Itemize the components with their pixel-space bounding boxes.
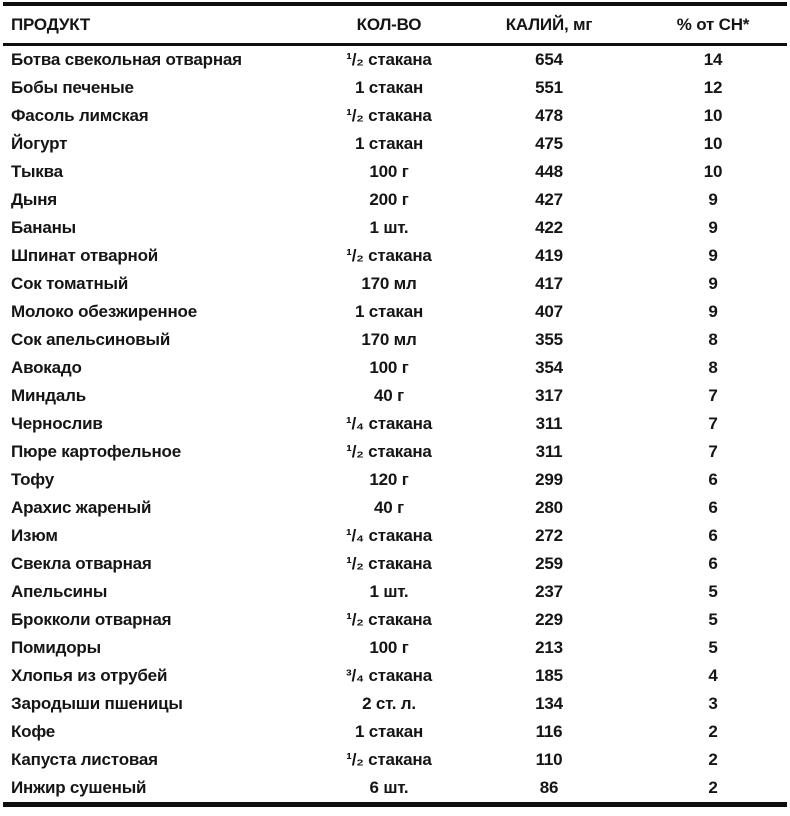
quantity-cell: ¹/₂ стакана [346, 442, 432, 461]
quantity-cell: ¹/₄ стакана [346, 414, 432, 433]
product-cell: Чернослив [11, 414, 103, 433]
table-row [3, 718, 787, 746]
table-header [3, 4, 787, 45]
percent-cell: 6 [708, 554, 718, 573]
percent-cell: 9 [708, 190, 718, 209]
quantity-cell: 170 мл [361, 330, 417, 349]
potassium-cell: 551 [535, 78, 563, 97]
potassium-cell: 259 [535, 554, 563, 573]
product-cell: Свекла отварная [11, 554, 152, 573]
quantity-cell: ³/₄ стакана [346, 666, 432, 685]
quantity-cell: ¹/₂ стакана [346, 610, 432, 629]
product-cell: Йогурт [11, 134, 68, 153]
potassium-cell: 229 [535, 610, 563, 629]
percent-cell: 9 [708, 246, 718, 265]
potassium-cell: 427 [535, 190, 563, 209]
potassium-cell: 448 [535, 162, 563, 181]
product-cell: Зародыши пшеницы [11, 694, 183, 713]
table-row [3, 774, 787, 805]
potassium-cell: 110 [535, 750, 563, 769]
product-cell: Пюре картофельное [11, 442, 181, 461]
product-cell: Бобы печеные [11, 78, 134, 97]
table-row [3, 326, 787, 354]
quantity-cell: 1 стакан [354, 78, 424, 97]
quantity-cell: 1 стакан [354, 134, 424, 153]
table-row [3, 578, 787, 606]
table-row [3, 130, 787, 158]
quantity-cell: 1 стакан [354, 722, 424, 741]
quantity-cell: ¹/₂ стакана [346, 554, 432, 573]
quantity-cell: 1 стакан [354, 302, 424, 321]
table-row [3, 382, 787, 410]
quantity-cell: ¹/₂ стакана [346, 246, 432, 265]
quantity-cell: 100 г [369, 162, 409, 181]
table-row [3, 186, 787, 214]
percent-cell: 8 [708, 358, 718, 377]
quantity-cell: ¹/₂ стакана [346, 50, 432, 69]
product-cell: Апельсины [11, 582, 108, 601]
quantity-cell: 1 шт. [369, 218, 409, 237]
quantity-cell: 200 г [369, 190, 409, 209]
table-row [3, 522, 787, 550]
table-row [3, 298, 787, 326]
quantity-cell: 2 ст. л. [362, 694, 416, 713]
potassium-cell: 86 [539, 778, 559, 797]
potassium-cell: 237 [535, 582, 563, 601]
table-row [3, 102, 787, 130]
quantity-cell: ¹/₄ стакана [346, 526, 432, 545]
product-cell: Авокадо [11, 358, 82, 377]
potassium-cell: 354 [535, 358, 563, 377]
potassium-cell: 417 [535, 274, 563, 293]
quantity-cell: 40 г [374, 498, 404, 517]
percent-cell: 4 [708, 666, 718, 685]
percent-cell: 10 [703, 106, 723, 125]
percent-cell: 5 [708, 582, 718, 601]
table-row [3, 662, 787, 690]
quantity-cell: 120 г [369, 470, 409, 489]
table-row [3, 550, 787, 578]
percent-cell: 7 [708, 414, 718, 433]
percent-cell: 9 [708, 218, 718, 237]
percent-cell: 10 [703, 134, 723, 153]
percent-cell: 2 [708, 778, 718, 797]
potassium-cell: 213 [535, 638, 563, 657]
percent-cell: 7 [708, 442, 718, 461]
potassium-cell: 311 [535, 414, 563, 433]
product-cell: Фасоль лимская [11, 106, 149, 125]
table-row [3, 158, 787, 186]
potassium-cell: 311 [535, 442, 563, 461]
column-header-percent: % от СН* [639, 4, 787, 45]
potassium-cell: 272 [535, 526, 563, 545]
product-cell: Тыква [11, 162, 63, 181]
potassium-cell: 299 [535, 470, 563, 489]
product-cell: Ботва свекольная отварная [11, 50, 242, 69]
quantity-cell: ¹/₂ стакана [346, 106, 432, 125]
percent-cell: 12 [703, 78, 723, 97]
table-row [3, 354, 787, 382]
percent-cell: 5 [708, 638, 718, 657]
product-cell: Тофу [11, 470, 55, 489]
table-row [3, 494, 787, 522]
quantity-cell: 100 г [369, 358, 409, 377]
table-row [3, 242, 787, 270]
potassium-cell: 116 [535, 722, 563, 741]
column-header-quantity: КОЛ-ВО [319, 4, 459, 45]
quantity-cell: 40 г [374, 386, 404, 405]
potassium-cell: 355 [535, 330, 563, 349]
product-cell: Помидоры [11, 638, 101, 657]
potassium-cell: 134 [535, 694, 563, 713]
percent-cell: 8 [708, 330, 718, 349]
potassium-cell: 185 [535, 666, 563, 685]
product-cell: Брокколи отварная [11, 610, 172, 629]
potassium-cell: 280 [535, 498, 563, 517]
percent-cell: 3 [708, 694, 718, 713]
potassium-cell: 422 [535, 218, 563, 237]
table-row [3, 410, 787, 438]
percent-cell: 6 [708, 498, 718, 517]
percent-cell: 7 [708, 386, 718, 405]
product-cell: Бананы [11, 218, 76, 237]
potassium-cell: 407 [535, 302, 563, 321]
percent-cell: 6 [708, 526, 718, 545]
table-body [3, 45, 787, 805]
product-cell: Миндаль [11, 386, 86, 405]
table-row [3, 634, 787, 662]
quantity-cell: 170 мл [361, 274, 417, 293]
column-header-product: ПРОДУКТ [3, 4, 319, 45]
product-cell: Сок томатный [11, 274, 129, 293]
product-cell: Хлопья из отрубей [11, 666, 168, 685]
header-row [3, 4, 787, 45]
table-row [3, 270, 787, 298]
quantity-cell: 100 г [369, 638, 409, 657]
percent-cell: 9 [708, 274, 718, 293]
quantity-cell: 1 шт. [369, 582, 409, 601]
potassium-cell: 475 [535, 134, 563, 153]
percent-cell: 9 [708, 302, 718, 321]
potassium-table [3, 2, 787, 807]
table-row [3, 466, 787, 494]
product-cell: Арахис жареный [11, 498, 152, 517]
product-cell: Капуста листовая [11, 750, 158, 769]
percent-cell: 2 [708, 750, 718, 769]
product-cell: Инжир сушеный [11, 778, 147, 797]
product-cell: Кофе [11, 722, 56, 741]
percent-cell: 6 [708, 470, 718, 489]
quantity-cell: 6 шт. [369, 778, 409, 797]
product-cell: Дыня [11, 190, 58, 209]
table-row [3, 438, 787, 466]
column-header-potassium: КАЛИЙ, мг [459, 4, 639, 45]
table-row [3, 690, 787, 718]
product-cell: Молоко обезжиренное [11, 302, 197, 321]
table-row [3, 74, 787, 102]
potassium-cell: 478 [535, 106, 563, 125]
percent-cell: 14 [703, 50, 723, 69]
table-row [3, 606, 787, 634]
table-row [3, 45, 787, 75]
percent-cell: 10 [703, 162, 723, 181]
table-row [3, 746, 787, 774]
product-cell: Изюм [11, 526, 58, 545]
potassium-cell: 317 [535, 386, 563, 405]
product-cell: Шпинат отварной [11, 246, 159, 265]
percent-cell: 2 [708, 722, 718, 741]
potassium-cell: 654 [535, 50, 563, 69]
table-row [3, 214, 787, 242]
potassium-cell: 419 [535, 246, 563, 265]
quantity-cell: ¹/₂ стакана [346, 750, 432, 769]
product-cell: Сок апельсиновый [11, 330, 171, 349]
percent-cell: 5 [708, 610, 718, 629]
